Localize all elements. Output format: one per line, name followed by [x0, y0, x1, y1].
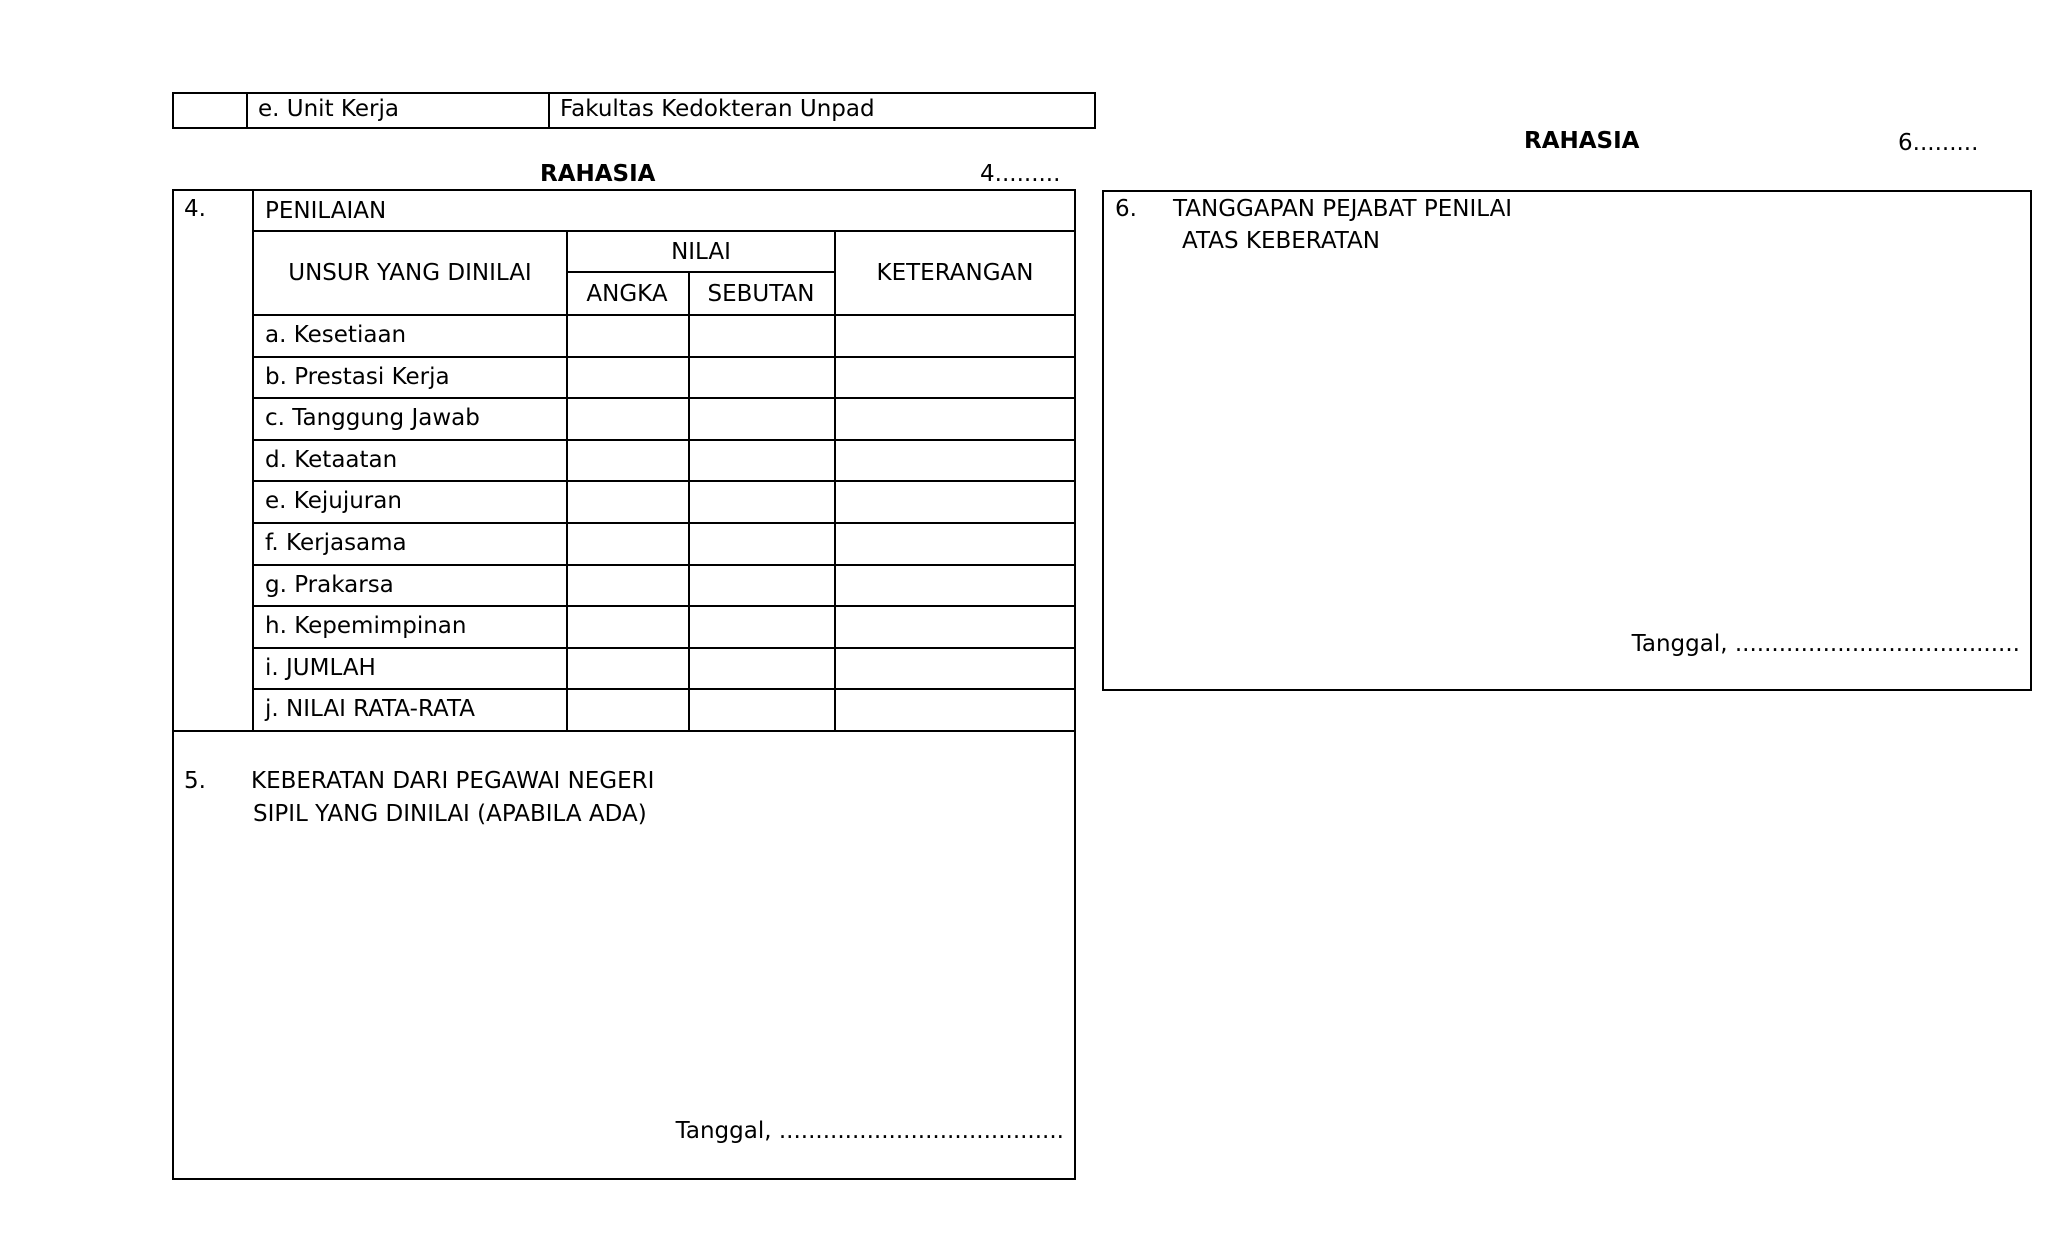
- table-row-line: [252, 314, 1076, 316]
- table-row-label: a. Kesetiaan: [265, 322, 407, 348]
- table-row-label: c. Tanggung Jawab: [265, 405, 480, 431]
- right-page-number: 6.........: [1898, 130, 1979, 156]
- table-row-line: [252, 356, 1076, 358]
- col-header-keterangan: KETERANGAN: [876, 260, 1034, 286]
- col-header-sebutan: SEBUTAN: [707, 281, 815, 307]
- table-row-label: b. Prestasi Kerja: [265, 364, 450, 390]
- unit-kerja-label: e. Unit Kerja: [258, 96, 399, 122]
- table-row-line: [252, 522, 1076, 524]
- left-page-number: 4.........: [980, 161, 1061, 187]
- section4-number: 4.: [184, 196, 206, 222]
- table-row-line: [252, 605, 1076, 607]
- table-row-label: j. NILAI RATA-RATA: [265, 696, 475, 722]
- section5-date-field[interactable]: Tanggal, .......................................: [675, 1118, 1064, 1144]
- strip-divider: [548, 92, 550, 129]
- table-row-line: [252, 647, 1076, 649]
- table-row-line: [252, 480, 1076, 482]
- col-header-nilai: NILAI: [671, 239, 731, 265]
- table-row-line: [252, 397, 1076, 399]
- table-row-label: f. Kerjasama: [265, 530, 407, 556]
- section-divider-line: [172, 730, 1076, 732]
- right-confidential-header: RAHASIA: [1524, 128, 1640, 154]
- unit-kerja-value: Fakultas Kedokteran Unpad: [560, 96, 875, 122]
- section6-date-field[interactable]: Tanggal, .......................................: [1631, 631, 2020, 657]
- section5-heading-line1: KEBERATAN DARI PEGAWAI NEGERI: [251, 768, 655, 794]
- col-header-unsur: UNSUR YANG DINILAI: [288, 260, 532, 286]
- table-row-label: i. JUMLAH: [265, 655, 376, 681]
- table-row-label: d. Ketaatan: [265, 447, 398, 473]
- section4-title: PENILAIAN: [265, 198, 387, 224]
- nilai-sub-line: [566, 271, 836, 273]
- col-header-angka: ANGKA: [586, 281, 668, 307]
- table-row-label: h. Kepemimpinan: [265, 613, 467, 639]
- table-row-line: [252, 439, 1076, 441]
- table-col-divider: [834, 230, 836, 730]
- right-form-box: [1102, 190, 2032, 691]
- strip-divider: [246, 92, 248, 129]
- section5-number: 5.: [184, 768, 206, 794]
- table-row-line: [252, 564, 1076, 566]
- table-row-label: g. Prakarsa: [265, 572, 394, 598]
- section5-heading-line2: SIPIL YANG DINILAI (APABILA ADA): [253, 801, 647, 827]
- table-top-line: [252, 230, 1076, 232]
- table-col-divider: [688, 271, 690, 730]
- section6-number: 6.: [1115, 196, 1137, 222]
- table-row-line: [252, 688, 1076, 690]
- table-row-label: e. Kejujuran: [265, 488, 402, 514]
- section6-heading-line2: ATAS KEBERATAN: [1182, 228, 1380, 254]
- section6-heading-line1: TANGGAPAN PEJABAT PENILAI: [1173, 196, 1513, 222]
- left-confidential-header: RAHASIA: [540, 161, 656, 187]
